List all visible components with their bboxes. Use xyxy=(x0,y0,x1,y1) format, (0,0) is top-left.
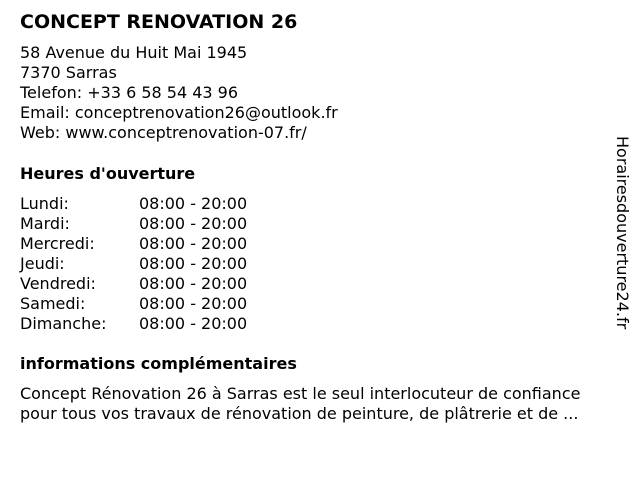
day-label: Mercredi: xyxy=(20,234,95,253)
time-range: 08:00 - 20:00 xyxy=(139,214,248,233)
site-watermark: Horairesdouverture24.fr xyxy=(613,136,632,330)
time-range: 08:00 - 20:00 xyxy=(139,294,248,313)
time-range: 08:00 - 20:00 xyxy=(139,254,248,273)
info-heading: informations complémentaires xyxy=(20,354,297,373)
description xyxy=(20,384,625,424)
website: Web: www.conceptrenovation-07.fr/ xyxy=(20,123,307,142)
email-address: Email: conceptrenovation26@outlook.fr xyxy=(20,103,338,122)
day-label: Samedi: xyxy=(20,294,86,313)
time-range: 08:00 - 20:00 xyxy=(139,194,248,213)
day-label: Lundi: xyxy=(20,194,69,213)
time-range: 08:00 - 20:00 xyxy=(139,274,248,293)
day-label: Jeudi: xyxy=(20,254,65,273)
business-name: CONCEPT RENOVATION 26 xyxy=(20,11,298,33)
day-label: Vendredi: xyxy=(20,274,96,293)
contact-block xyxy=(20,43,338,143)
day-label: Dimanche: xyxy=(20,314,107,333)
hours-heading: Heures d'ouverture xyxy=(20,164,196,183)
time-range: 08:00 - 20:00 xyxy=(139,314,248,333)
address-street: 58 Avenue du Huit Mai 1945 xyxy=(20,43,248,62)
address-city: 7370 Sarras xyxy=(20,63,117,82)
time-range: 08:00 - 20:00 xyxy=(139,234,248,253)
description-line: Concept Rénovation 26 à Sarras est le seul interlocuteur de confiance xyxy=(20,384,581,403)
description-line: pour tous vos travaux de rénovation de peinture, de plâtrerie et de ... xyxy=(20,404,579,423)
day-label: Mardi: xyxy=(20,214,70,233)
phone-number: Telefon: +33 6 58 54 43 96 xyxy=(20,83,239,102)
